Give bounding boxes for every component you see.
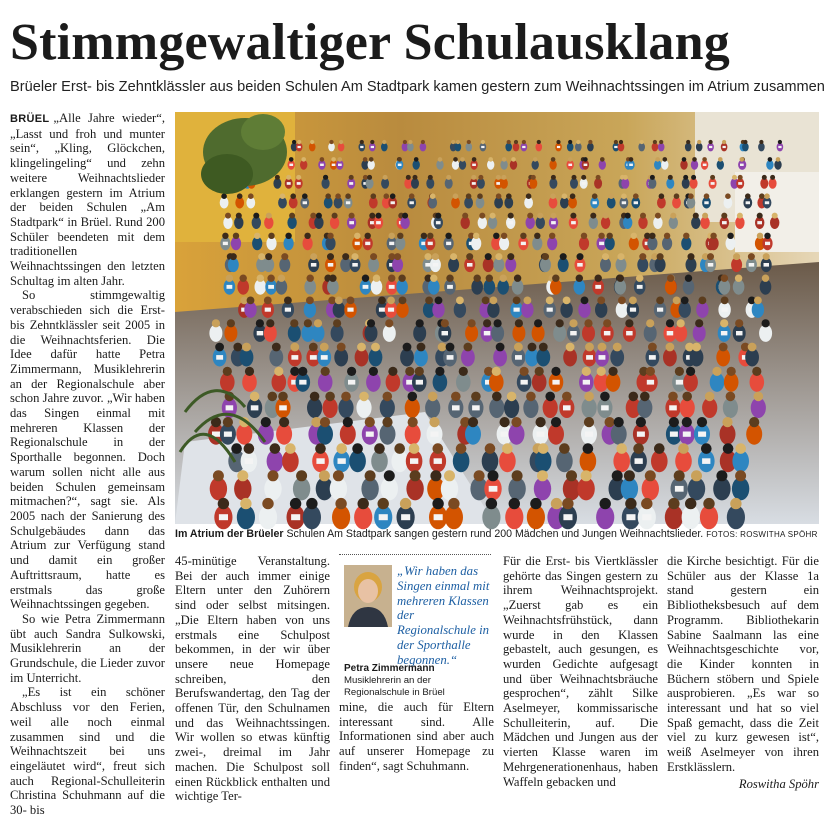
paragraph: „Es ist ein schöner Abschluss vor den Ferien, weil alle noch einmal zusammen sind und die Weihnachtszeit bei uns eingeläutet wird“, freut sich auch Regional-Schulleiterin Christina Schuhmann auf die 30- bis <box>10 685 165 818</box>
headline: Stimmgewaltiger Schulausklang <box>10 14 730 71</box>
article-column-1 <box>10 111 165 818</box>
paragraph: So wie Petra Zimmermann übt auch Sandra Sulkowski, Musiklehrerin an der Grundschule, die Lieder zuvor im Unterricht. <box>10 611 165 685</box>
paragraph <box>10 111 165 288</box>
quote-text: „Wir haben das Singen einmal mit mehreren Klassen der Regionalschule in der Sporthalle begonnen.“ <box>397 564 490 667</box>
pull-quote <box>339 554 491 698</box>
author-signature: Roswitha Spöhr <box>738 776 819 791</box>
portrait-photo <box>344 565 392 627</box>
paragraph: mine, die auch für Eltern interessant sind. Alle Informationen sind aber auch auf unserer Homepage zu finden“, sagt Schuhmann. <box>339 700 494 773</box>
paragraph-text: „Alle Jahre wieder“, „Lasst und froh und munter sein“, „Kling, Glöckchen, klingelingeling“ und zehn weitere Weihnachtslieder erklangen gestern im Atrium der beiden Schulen „Am Stadtpark“ in Brüel. Rund 200 Schüler beendeten mit dem traditionellen Weihnachtssingen den letzten Schultag im alten Jahr. <box>10 111 165 288</box>
subheadline: Brüeler Erst- bis Zehntklässler aus beiden Schulen Am Stadtpark kamen gestern zum Weihnachtssingen im Atrium zusammen <box>10 79 825 95</box>
caption-text: Schulen Am Stadtpark sangen gestern rund 200 Mädchen und Jungen Weihnachtslieder. <box>283 528 704 540</box>
photo-caption <box>175 527 819 542</box>
caption-lead: Im Atrium der Brüeler <box>175 528 284 540</box>
article-column-3 <box>339 700 494 794</box>
quote-role: Musiklehrerin an der Regionalschule in Brüel <box>344 675 445 698</box>
article-column-5 <box>667 554 819 794</box>
paragraph: Für die Erst- bis Viertklässler gehörte das Singen gestern zu ihrem Weihnachtsprojekt. „Zuerst gab es ein Weihnachtsfrühstück, dann wurde in den Klassen gebastelt, auch gesungen, es wurden Gedichte aufgesagt und über Weihnachtsbräuche gesprochen“, zählt Silke Aselmeyer, kommissarische Schulleiterin, auf. Die Mädchen und Jungen aus der vierten Klasse waren im Mehrgenerationenhaus, haben Waffeln gebacken und <box>503 554 658 789</box>
dateline: BRÜEL <box>10 113 50 125</box>
photo-credit: FOTOS: ROSWITHA SPÖHR <box>706 530 818 539</box>
paragraph: die Kirche besichtigt. Für die Schüler aus der Klasse 1a stand gestern ein Bibliotheksbesuch auf dem Programm. Bibliothekarin Sabine Saalmann las eine Weihnachtsgeschichte vor, die Kinder konnten in Büchern stöbern und Spiele ausprobieren. „Es war so interessant und hat so viel Spaß gemacht, dass die Zeit viel zu kurz gewesen ist“, weiß Aselmeyer von ihren Erstklässlern. <box>667 554 819 774</box>
atrium-photo <box>175 112 819 524</box>
quote-name: Petra Zimmermann <box>344 663 435 674</box>
choir-crowd-image <box>175 112 819 524</box>
article-column-4 <box>503 554 658 794</box>
article-column-2 <box>175 554 330 804</box>
paragraph: So stimmgewaltig verabschieden sich die Erst- bis Zehntklässler seit 2005 in die Weihnachtsferien. Die Idee dafür hatte Petra Zimmermann, Musiklehrerin an der Regionalschule aber schon Jahre zuvor. „Wir haben das Singen einmal mit mehreren Klassen der Regionalschule in der Sporthalle begonnen. Doch warum sollen nicht alle aus beiden Schulen gemeinsam mitmachen?“, sagt sie. Als 2005 nach der Sanierung des Schulgebäudes dann das Atrium zur Verfügung stand und damit ein großer Auftrittsraum, hatte es erstmals das große Weihnachtssingen gegeben. <box>10 288 165 612</box>
paragraph: 45-minütige Veranstaltung. Bei der auch immer einige Eltern unter den Zuhörern sind oder selbst mitsingen. „Die Eltern haben von uns erstmals eine Schulpost bekommen, in der wir über unsere neue Homepage schreiben, den Berufswandertag, den Tag der offenen Tür, den Schulnamen und das Weihnachtssingen. Wir wollen so etwas künftig zwei-, dreimal im Jahr machen. Die Schulpost soll einen Rückblick enthalten und wichtige Ter- <box>175 554 330 804</box>
